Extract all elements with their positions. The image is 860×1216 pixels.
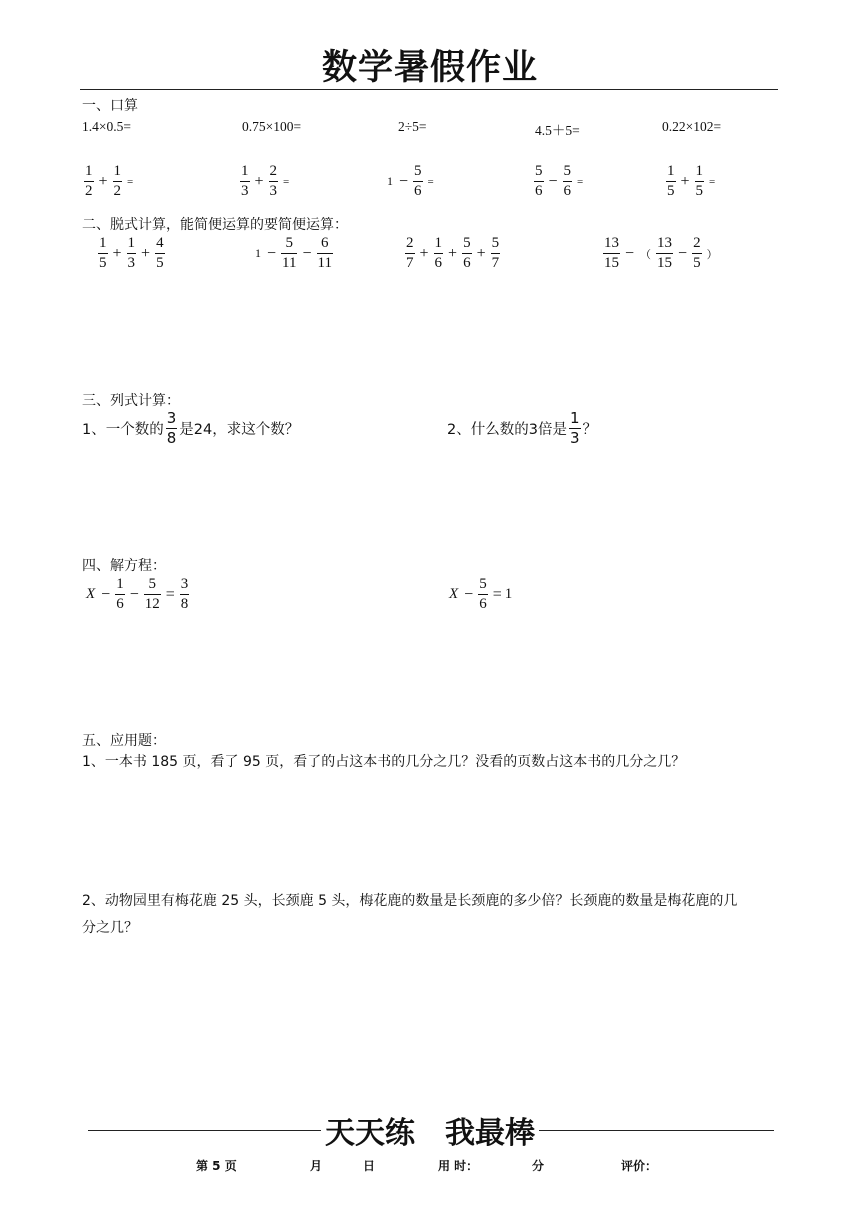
- section4-heading: 四、解方程：: [82, 558, 166, 574]
- section1-heading: 一、口算: [82, 98, 138, 114]
- title-underline: [80, 89, 778, 90]
- oral-calc-1: 1.4×0.5=: [82, 119, 131, 134]
- equation-2: X − $\frac{5}{6}$ = 1: [449, 576, 513, 613]
- footer-minutes: 分: [532, 1159, 545, 1173]
- footer-page: 第 5 页: [196, 1159, 237, 1173]
- frac-calc-5: $\frac{1}{5}$ + $\frac{1}{5}$ =: [667, 163, 716, 200]
- section3-heading: 三、列式计算：: [82, 393, 180, 409]
- frac-calc-3: 1 − $\frac{5}{6}$ =: [387, 163, 434, 200]
- frac-calc-4: $\frac{5}{6}$ − $\frac{5}{6}$ =: [535, 163, 584, 200]
- frac-calc-2: $\frac{1}{3}$ + $\frac{2}{3}$ =: [241, 163, 290, 200]
- section5-heading: 五、应用题：: [82, 733, 166, 749]
- word-calc-1: 1、一个数的 $\frac{3}{8}$ 是24，求这个数？: [82, 409, 300, 448]
- word-problem-2-line2: 分之几？: [82, 920, 138, 936]
- section2-heading: 二、脱式计算，能简便运算的要简便运算：: [82, 217, 348, 233]
- oral-calc-2: 0.75×100=: [242, 119, 302, 134]
- step-calc-2: 1 − $\frac{5}{11}$ − $\frac{6}{11}$: [255, 235, 332, 272]
- footer-day: 日: [363, 1159, 376, 1173]
- word-problem-1: 1、一本书 185 页，看了 95 页，看了的占这本书的几分之几？没看的页数占这本书的几分之几？: [82, 754, 686, 770]
- step-calc-3: $\frac{2}{7}$ + $\frac{1}{6}$ + $\frac{5}{6}$ + $\frac{5}{7}$: [406, 235, 500, 272]
- word-problem-2-line1: 2、动物园里有梅花鹿 25 头，长颈鹿 5 头，梅花鹿的数量是长颈鹿的多少倍？长颈鹿的数量是梅花鹿的几: [82, 893, 738, 909]
- oral-calc-4: 4.5＋5=: [535, 123, 580, 138]
- footer-rating: 评价：: [621, 1159, 658, 1173]
- page-title: 数学暑假作业: [321, 48, 538, 88]
- word-calc-2: 2、什么数的3倍是 $\frac{1}{3}$ ？: [447, 409, 597, 448]
- footer-time-label: 用 时：: [438, 1159, 479, 1173]
- equation-1: X − $\frac{1}{6}$ − $\frac{5}{12}$ = $\frac{3}{8}$: [86, 576, 189, 613]
- step-calc-1: $\frac{1}{5}$ + $\frac{1}{3}$ + $\frac{4}{5}$: [99, 235, 164, 272]
- oral-calc-3: 2÷5=: [398, 119, 427, 134]
- oral-calc-5: 0.22×102=: [662, 119, 722, 134]
- footer-month: 月: [310, 1159, 323, 1173]
- step-calc-4: $\frac{13}{15}$ − （ $\frac{13}{15}$ − $\frac{2}{5}$ ）: [604, 235, 718, 272]
- frac-calc-1: $\frac{1}{2}$ + $\frac{1}{2}$ =: [85, 163, 134, 200]
- slogan: 天天练 我最棒: [0, 1108, 860, 1152]
